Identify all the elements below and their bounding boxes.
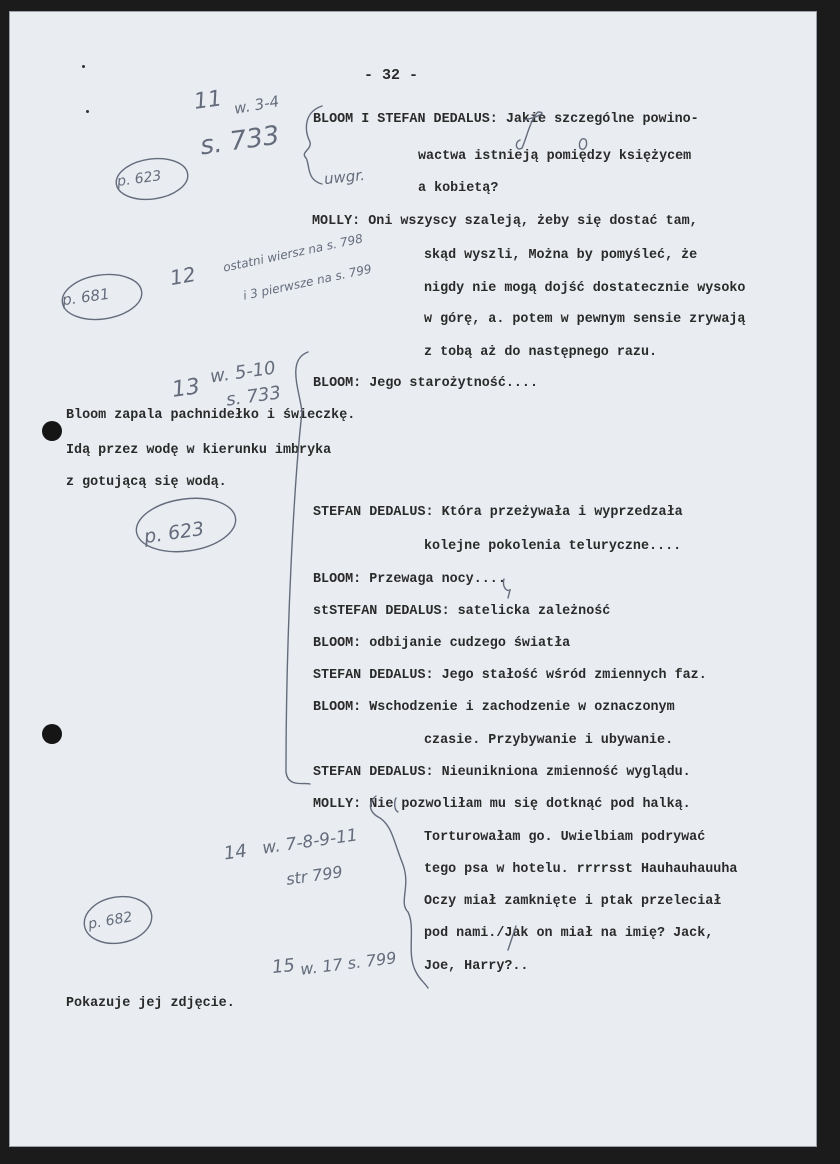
bracket-tick — [395, 798, 398, 812]
circle-page-ref-623-a — [114, 154, 191, 204]
typed-line-7: w górę, a. potem w pewnym sensie zrywają — [424, 312, 746, 327]
typed-line-19: BLOOM: Wschodzenie i zachodzenie w oznaczonym — [313, 700, 675, 715]
page-ref-682: p. 682 — [86, 909, 134, 933]
typed-line-5: skąd wyszli, Można by pomyśleć, że — [424, 248, 698, 263]
note-13-number: 13 — [170, 374, 202, 403]
note-15-number: 15 — [270, 954, 296, 979]
stage-direction-1: Bloom zapala pachnidełko i świeczkę. — [66, 408, 356, 423]
insert-mark — [579, 139, 586, 150]
note-uwagi: uwgr. — [323, 165, 366, 189]
typed-line-25: Oczy miał zamknięte i ptak przeleciał — [424, 894, 722, 909]
typed-line-17: BLOOM: odbijanie cudzego światła — [313, 636, 571, 651]
stage-direction-final: Pokazuje jej zdjęcie. — [66, 996, 235, 1011]
typed-line-21: STEFAN DEDALUS: Nieunikniona zmienność wyglądu. — [313, 765, 691, 780]
typed-line-3: a kobietą? — [418, 181, 499, 196]
page-number: - 32 - — [364, 67, 419, 84]
note-11-page: s. 733 — [198, 120, 282, 162]
typed-line-15: BLOOM: Przewaga nocy.... — [313, 572, 506, 587]
note-14-page: str 799 — [284, 862, 344, 889]
typed-line-16: stSTEFAN DEDALUS: satelicka zależność — [313, 604, 611, 619]
page-ref-623-a: p. 623 — [116, 167, 163, 191]
pencil-marks — [10, 12, 816, 1146]
slash-mark — [508, 926, 516, 950]
insert-mark-J — [516, 112, 542, 149]
stage-direction-2: Idą przez wodę w kierunku imbryka — [66, 443, 332, 458]
bracket-note-14-15 — [370, 796, 428, 988]
note-13-page: s. 733 — [224, 382, 283, 411]
typed-line-8: z tobą aż do następnego razu. — [424, 345, 658, 360]
typed-line-6: nigdy nie mogą dojść dostatecznie wysoko — [424, 281, 746, 296]
typed-line-9: BLOOM: Jego starożytność.... — [313, 376, 538, 391]
typed-line-13: STEFAN DEDALUS: Która przeżywała i wyprzedzała — [313, 505, 683, 520]
correction-mark — [503, 579, 510, 598]
document-page — [10, 12, 816, 1146]
typed-line-14: kolejne pokolenia teluryczne.... — [424, 539, 682, 554]
page-ref-681: p. 681 — [60, 284, 111, 310]
stage-direction-3: z gotującą się wodą. — [66, 475, 227, 490]
typed-line-26: pod nami./Jak on miał na imię? Jack, — [424, 926, 714, 941]
note-12-number: 12 — [168, 261, 198, 291]
note-11-lines: w. 3-4 — [232, 92, 281, 118]
typed-line-2: wactwa istnieją pomiędzy księżycem — [418, 149, 692, 164]
note-11-number: 11 — [192, 86, 224, 115]
bracket-note-11 — [304, 106, 322, 184]
note-14-number: 14 — [222, 840, 249, 865]
circle-page-ref-681 — [59, 270, 144, 325]
typed-line-24: tego psa w hotelu. rrrrsst Hauhauhauuha — [424, 862, 738, 877]
circle-page-ref-682 — [81, 891, 156, 948]
note-15-lines: w. 17 s. 799 — [299, 948, 398, 979]
note-12-line2: i 3 pierwsze na s. 799 — [241, 261, 373, 303]
typed-line-18: STEFAN DEDALUS: Jego stałość wśród zmiennych faz. — [313, 668, 707, 683]
typed-line-4: MOLLY: Oni wszyscy szaleją, żeby się dostać tam, — [312, 214, 698, 229]
typed-line-20: czasie. Przybywanie i ubywanie. — [424, 733, 674, 748]
note-12-line1: ostatni wiersz na s. 798 — [221, 231, 365, 275]
typed-line-23: Torturowałam go. Uwielbiam podrywać — [424, 830, 706, 845]
note-14-lines: w. 7-8-9-11 — [261, 825, 359, 859]
note-13-lines: w. 5-10 — [208, 357, 277, 388]
typed-line-1: BLOOM I STEFAN DEDALUS: Jakie szczególne powino- — [313, 112, 699, 127]
typed-line-22: MOLLY: Nie pozwoliłam mu się dotknąć pod halką. — [313, 797, 691, 812]
circle-page-ref-623-b — [133, 492, 239, 557]
bracket-note-13 — [286, 352, 310, 784]
page-ref-623-b: p. 623 — [142, 517, 206, 549]
typed-line-27: Joe, Harry?.. — [424, 959, 529, 974]
